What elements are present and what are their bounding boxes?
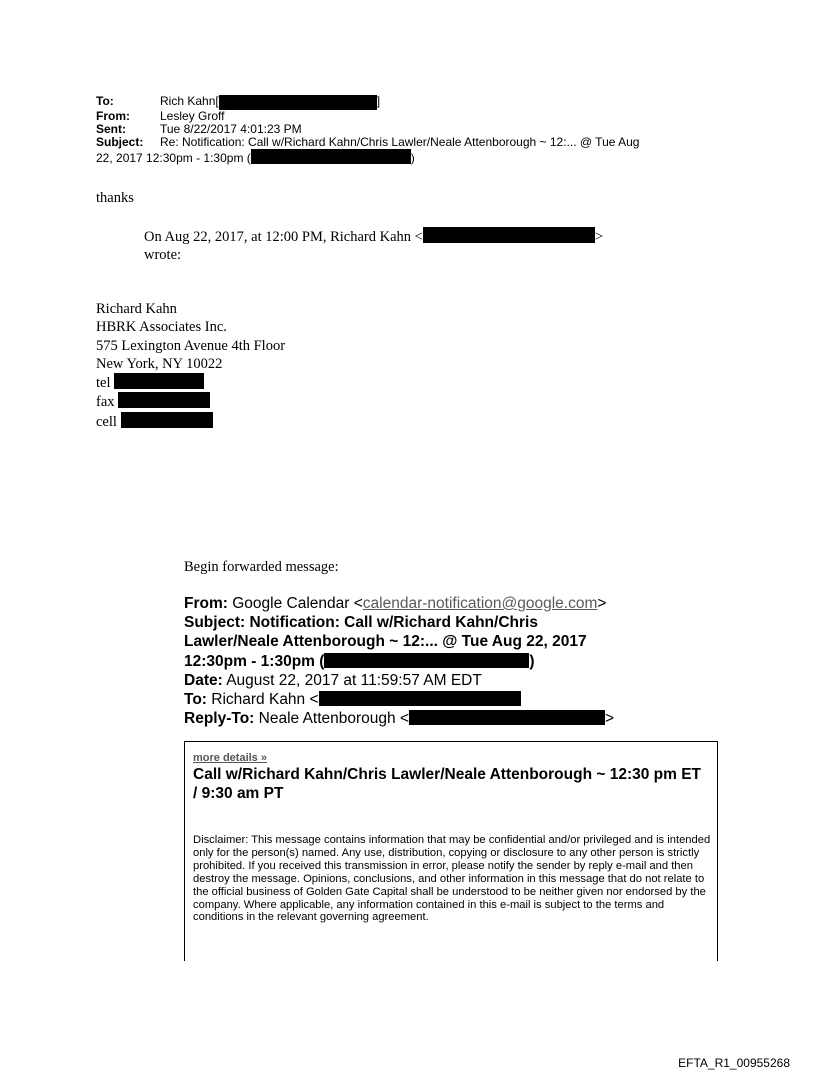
redaction-block <box>409 710 605 725</box>
subject-value: Re: Notification: Call w/Richard Kahn/Chris Lawler/Neale Attenborough ~ 12:... @ Tue Aug <box>160 135 640 149</box>
sig-cell-row <box>96 412 285 431</box>
sig-cell-label: cell <box>96 413 117 430</box>
event-title: Call w/Richard Kahn/Chris Lawler/Neale Attenborough ~ 12:30 pm ET / 9:30 am PT <box>193 766 702 802</box>
redaction-block <box>251 149 411 164</box>
more-details-link[interactable]: more details » <box>193 752 267 764</box>
sig-address1: 575 Lexington Avenue 4th Floor <box>96 337 286 354</box>
fwd-subject-close: ) <box>529 652 535 670</box>
fwd-subject-text3: 12:30pm - 1:30pm ( <box>184 652 325 670</box>
fwd-from-close: > <box>597 595 607 612</box>
fwd-subject-text2: Lawler/Neale Attenborough ~ 12:... @ Tue Aug 22, 2017 <box>184 633 587 651</box>
sig-fax-label: fax <box>96 394 115 411</box>
event-details-box <box>184 741 718 961</box>
redaction-block <box>121 412 213 428</box>
fwd-to-label: To: <box>184 691 207 709</box>
redaction-block <box>423 227 595 243</box>
on-wrote-suffix: > <box>594 229 604 245</box>
subject-close: ) <box>410 151 415 165</box>
fwd-to-row <box>184 690 644 709</box>
sig-name: Richard Kahn <box>96 301 177 317</box>
quote-attribution <box>144 227 603 264</box>
fwd-replyto-close: > <box>605 710 615 728</box>
to-row <box>96 95 639 110</box>
signature-block <box>96 300 285 431</box>
reply-body: thanks <box>96 190 134 206</box>
wrote-text: wrote: <box>144 247 182 263</box>
subject-label: Subject: <box>96 135 144 149</box>
forwarded-headers <box>184 594 644 728</box>
from-value: Lesley Groff <box>160 109 225 123</box>
redaction-block <box>319 691 521 706</box>
fwd-subject-line2 <box>184 632 644 651</box>
to-label: To: <box>96 94 114 108</box>
fwd-from-value: Google Calendar < <box>227 595 363 612</box>
fwd-from-email-link[interactable]: calendar-notification@google.com <box>362 595 598 612</box>
on-wrote-prefix: On Aug 22, 2017, at 12:00 PM, Richard Kahn < <box>144 229 423 245</box>
sig-address2: New York, NY 10022 <box>96 355 223 372</box>
redaction-block <box>219 95 377 110</box>
fwd-date-value: August 22, 2017 at 11:59:57 AM EDT <box>222 671 482 689</box>
to-value: Rich Kahn[ <box>160 94 219 108</box>
fwd-from-label: From: <box>184 595 228 612</box>
fwd-subject-line1 <box>184 613 644 632</box>
subject-row <box>96 136 639 149</box>
document-id: EFTA_R1_00955268 <box>678 1056 790 1070</box>
fwd-date-row <box>184 671 644 690</box>
fwd-replyto-row <box>184 709 644 728</box>
redaction-block <box>118 392 210 408</box>
fwd-to-value: Richard Kahn < <box>206 691 319 709</box>
disclaimer-text: Disclaimer: This message contains information that may be confidential and/or privileged and is intended only for the person(s) named. Any use, distribution, copying or disclosure to any other person is strictly prohibited. If you received this transmission in error, please notify the sender by reply e-mail and then destroy the message. Opinions, conclusions, and other information in this message that do not relate to the official business of Golden Gate Capital shall be understood to be neither given nor endorsed by the company. Where applicable, any information contained in this e-mail is subject to the terms and conditions in the relevant governing agreement. <box>193 834 711 924</box>
fwd-subject-text1: Subject: Notification: Call w/Richard Kahn/Chris <box>184 614 538 632</box>
redaction-block <box>114 373 204 389</box>
fwd-replyto-label: Reply-To: <box>184 710 255 728</box>
redaction-block <box>324 653 529 668</box>
to-close: ] <box>376 94 381 108</box>
sig-company: HBRK Associates Inc. <box>96 319 227 336</box>
subject-cont-text: 22, 2017 12:30pm - 1:30pm ( <box>96 151 251 165</box>
sent-value: Tue 8/22/2017 4:01:23 PM <box>160 122 302 136</box>
begin-forwarded: Begin forwarded message: <box>184 559 339 575</box>
sent-label: Sent: <box>96 122 126 136</box>
fwd-from-row <box>184 594 644 613</box>
sig-fax-row <box>96 392 285 411</box>
email-header <box>96 95 639 165</box>
sig-tel-row <box>96 373 285 392</box>
fwd-date-label: Date: <box>184 671 223 689</box>
fwd-replyto-value: Neale Attenborough < <box>254 710 410 728</box>
from-label: From: <box>96 109 130 123</box>
subject-continuation <box>96 149 639 165</box>
sig-tel-label: tel <box>96 375 111 392</box>
fwd-subject-line3 <box>184 652 644 671</box>
